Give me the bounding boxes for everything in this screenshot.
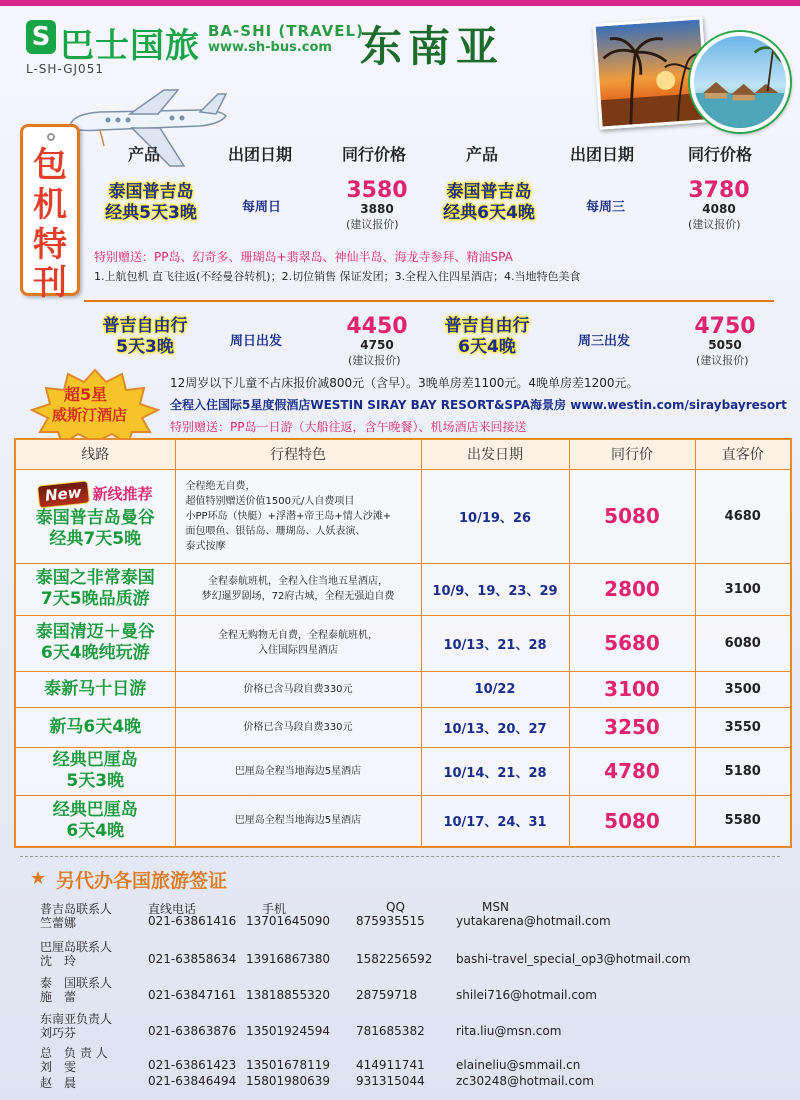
peer-price-cell: 2800 [569, 563, 695, 615]
brand-website-link[interactable]: www.sh-bus.com [208, 40, 332, 55]
features-cell [175, 747, 421, 795]
col-header-phone: 直线电话 [148, 902, 197, 916]
contact-name: 刘巧芬 [40, 1026, 77, 1040]
visa-divider [20, 856, 780, 857]
contact-qq: 28759718 [356, 988, 418, 1002]
feature-line: 巴厘岛全程当地海边5星酒店 [234, 815, 362, 827]
top-accent-bar [0, 0, 800, 6]
route-cell [15, 563, 175, 615]
contact-mobile: 13501924594 [246, 1024, 330, 1038]
table-row [15, 615, 791, 671]
contact-mobile: 13501678119 [246, 1058, 330, 1072]
free-product-1 [90, 316, 200, 358]
header-date-2: 出团日期 [570, 145, 635, 164]
brand-logo-icon: S [26, 20, 56, 54]
col-header-peer-price: 同行价 [569, 439, 695, 469]
contact-qq: 875935515 [356, 914, 425, 928]
table-row [15, 707, 791, 747]
route-name-line1: 新马6天4晚 [49, 716, 142, 737]
direct-price-cell: 3500 [695, 671, 791, 707]
tag-char-2: 机 [33, 185, 67, 225]
contact-name: 施 蕾 [40, 990, 77, 1004]
feature-line: 泰式按摩 [185, 540, 226, 552]
contact-group-label: 巴厘岛联系人 [40, 940, 113, 954]
contact-email[interactable]: rita.liu@msn.com [456, 1024, 562, 1038]
charter-notes-text: 1.上航包机 直飞往返(不经曼谷转机)；2.切位销售 保证发团；3.全程入住四星酒店；4.当地特色美食 [94, 270, 581, 283]
free-price-1: 4450 [346, 314, 408, 339]
route-cell [15, 795, 175, 847]
section-divider [84, 300, 774, 302]
route-name-line2: 7天5晚品质游 [40, 589, 150, 609]
feature-line: 超值特别赠送价值1500元/人自费项目 [185, 495, 355, 507]
charter-suggested-price-1: 3880 [360, 202, 394, 216]
contact-phone: 021-63846494 [148, 1074, 237, 1088]
contact-phone: 021-63858634 [148, 952, 237, 966]
contact-email[interactable]: yutakarena@hotmail.com [456, 914, 611, 928]
col-header-msn: MSN [482, 900, 509, 914]
burst-text-line2: 威斯汀酒店 [52, 406, 128, 424]
contact-email[interactable]: zc30248@hotmail.com [456, 1074, 594, 1088]
contact-mobile: 13818855320 [246, 988, 330, 1002]
route-name-line1: 经典巴厘岛 [52, 799, 138, 820]
dates-cell: 10/19、26 [421, 469, 569, 563]
overwater-villa-photo [690, 32, 790, 132]
route-name-line1: 泰新马十日游 [44, 678, 147, 699]
features-cell [175, 795, 421, 847]
col-header-qq: QQ [386, 900, 405, 914]
contact-email[interactable]: elaineliu@smmail.cn [456, 1058, 581, 1072]
features-cell [175, 469, 421, 563]
tag-char-3: 特 [33, 225, 67, 265]
route-cell [15, 671, 175, 707]
suggested-note-2: (建议报价) [688, 218, 741, 231]
contact-mobile: 15801980639 [246, 1074, 330, 1088]
star-icon: ★ [30, 868, 47, 889]
free-gift-text: 特别赠送：PP岛一日游（大船往返，含午晚餐）、机场酒店来回接送 [170, 420, 527, 434]
charter-product-1 [96, 182, 206, 224]
contact-email[interactable]: bashi-travel_special_op3@hotmail.com [456, 952, 691, 966]
free-price-2: 4750 [694, 314, 756, 339]
peer-price-cell: 3250 [569, 707, 695, 747]
direct-price-cell: 3100 [695, 563, 791, 615]
contact-group-label: 东南亚负责人 [40, 1012, 113, 1026]
peer-price-cell: 4780 [569, 747, 695, 795]
charter-product-2 [434, 182, 544, 224]
feature-line: 价格已含马段自费330元 [243, 721, 353, 733]
header-price-1: 同行价格 [342, 145, 407, 164]
product-code: L-SH-GJ051 [26, 62, 104, 76]
region-title: 东南亚 [360, 22, 505, 71]
dates-cell: 10/13、21、28 [421, 615, 569, 671]
free-schedule-1: 周日出发 [230, 334, 283, 349]
contact-mobile: 13916867380 [246, 952, 330, 966]
product-name-line1: 普吉自由行 [444, 316, 530, 336]
peer-price-cell: 5080 [569, 795, 695, 847]
table-header-row [15, 439, 791, 469]
product-name-line2: 6天4晚 [458, 337, 516, 357]
contact-qq: 1582256592 [356, 952, 433, 966]
contact-phone: 021-63847161 [148, 988, 237, 1002]
feature-line: 全程绝无自费， [185, 480, 256, 492]
brand-name-cn: 巴士国旅 [60, 26, 200, 66]
contact-qq: 781685382 [356, 1024, 425, 1038]
table-row [15, 747, 791, 795]
product-name-line2: 经典5天3晚 [105, 203, 197, 223]
route-name-line2: 5天3晚 [66, 771, 125, 791]
free-suggested-price-1: 4750 [360, 338, 394, 352]
direct-price-cell: 6080 [695, 615, 791, 671]
direct-price-cell: 5180 [695, 747, 791, 795]
route-name-line2: 经典7天5晚 [49, 528, 142, 549]
suggested-note-1: (建议报价) [346, 218, 399, 231]
contact-name: 刘 雯 [40, 1060, 77, 1074]
features-cell [175, 671, 421, 707]
product-name-line1: 泰国普吉岛 [446, 182, 532, 202]
feature-line: 巴厘岛全程当地海边5星酒店 [234, 765, 362, 777]
contact-qq: 414911741 [356, 1058, 425, 1072]
feature-line: 价格已含马段自费330元 [243, 683, 353, 695]
header-product-2: 产品 [466, 145, 499, 164]
dates-cell: 10/13、20、27 [421, 707, 569, 747]
contact-group-label: 泰 国联系人 [40, 976, 113, 990]
contact-name: 沈 玲 [40, 954, 77, 968]
table-row [15, 671, 791, 707]
direct-price-cell: 3550 [695, 707, 791, 747]
features-cell [175, 615, 421, 671]
child-price-note: 12周岁以下儿童不占床报价减800元（含早）。3晚单房差1100元。4晚单房差1200元。 [170, 376, 639, 390]
new-route-label: 新线推荐 [92, 484, 153, 503]
col-header-mobile: 手机 [262, 902, 287, 916]
col-header-dates: 出发日期 [421, 439, 569, 469]
peer-price-cell: 5080 [569, 469, 695, 563]
product-name-line2: 经典6天4晚 [443, 203, 535, 223]
col-header-direct-price: 直客价 [695, 439, 791, 469]
route-name-line1: 经典巴厘岛 [52, 750, 138, 770]
charter-suggested-price-2: 4080 [702, 202, 736, 216]
product-name-line1: 泰国普吉岛 [108, 182, 194, 202]
feature-line: 小PP环岛（快艇）+浮潜+帝王岛+情人沙滩+ [185, 510, 392, 522]
contact-group-label: 普吉岛联系人 [40, 902, 113, 916]
suggested-note-4: (建议报价) [696, 354, 749, 367]
direct-price-cell: 5580 [695, 795, 791, 847]
charter-gift-text: 特别赠送：PP岛、幻奇多、珊瑚岛+翡翠岛、神仙半岛、海龙寺参拜、精油SPA [94, 250, 513, 264]
peer-price-cell: 3100 [569, 671, 695, 707]
tag-char-4: 刊 [33, 263, 67, 303]
contact-name: 赵 晨 [40, 1076, 77, 1090]
route-name-line1: 泰国之非常泰国 [35, 568, 155, 588]
direct-price-cell: 4680 [695, 469, 791, 563]
feature-line: 全程泰航班机，全程入住当地五星酒店， [208, 576, 388, 587]
feature-line: 梦幻暹罗剧场，72府古城，全程无强迫自费 [201, 591, 395, 602]
charter-schedule-2: 每周三 [586, 200, 626, 215]
header-product-1: 产品 [128, 145, 161, 164]
charter-special-tag [20, 124, 80, 303]
feature-line: 入住国际四星酒店 [258, 645, 338, 656]
table-row [15, 563, 791, 615]
route-table [14, 438, 792, 848]
charter-schedule-1: 每周日 [242, 200, 282, 215]
charter-price-1: 3580 [346, 178, 408, 203]
hotel-note: 全程入住国际5星度假酒店WESTIN SIRAY BAY RESORT&SPA海景房 www.westin.com/siraybayresort [170, 398, 787, 412]
peer-price-cell: 5680 [569, 615, 695, 671]
contact-mobile: 13701645090 [246, 914, 330, 928]
contact-group-label: 总 负 责 人 [40, 1046, 108, 1060]
suggested-note-3: (建议报价) [348, 354, 401, 367]
contact-name: 竺蕾娜 [40, 916, 77, 930]
feature-line: 面包喂鱼、银钻岛、珊瑚岛、人妖表演、 [185, 525, 366, 537]
route-name-line1: 泰国清迈＋曼谷 [35, 622, 155, 642]
tag-char-1: 包 [33, 145, 67, 185]
dates-cell: 10/14、21、28 [421, 747, 569, 795]
route-name-line2: 6天4晚纯玩游 [40, 643, 150, 663]
contact-phone: 021-63861423 [148, 1058, 237, 1072]
free-schedule-2: 周三出发 [578, 334, 631, 349]
contact-email[interactable]: shilei716@hotmail.com [456, 988, 597, 1002]
route-name-line1: 泰国普吉岛曼谷 [35, 507, 155, 528]
col-header-features: 行程特色 [175, 439, 421, 469]
header-price-2: 同行价格 [688, 145, 753, 164]
free-product-2 [432, 316, 542, 358]
contact-phone: 021-63861416 [148, 914, 237, 928]
header-date-1: 出团日期 [228, 145, 293, 164]
charter-price-2: 3780 [688, 178, 750, 203]
features-cell [175, 563, 421, 615]
dates-cell: 10/22 [421, 671, 569, 707]
beach-villa-icon [694, 36, 786, 128]
route-cell [15, 747, 175, 795]
features-cell [175, 707, 421, 747]
contact-phone: 021-63863876 [148, 1024, 237, 1038]
feature-line: 全程无购物无自费，全程泰航班机， [218, 630, 378, 641]
col-header-route: 线路 [15, 439, 175, 469]
brand-name-en: BA-SHI (TRAVEL) [208, 22, 364, 40]
route-cell [15, 615, 175, 671]
product-name-line2: 5天3晚 [116, 337, 174, 357]
contact-qq: 931315044 [356, 1074, 425, 1088]
route-cell [15, 469, 175, 563]
table-row [15, 469, 791, 563]
route-name-line2: 6天4晚 [66, 820, 125, 841]
burst-text-line1: 超5星 [64, 385, 108, 404]
new-badge: New [37, 480, 90, 508]
visa-title: 另代办各国旅游签证 [56, 870, 228, 892]
dates-cell: 10/9、19、23、29 [421, 563, 569, 615]
free-suggested-price-2: 5050 [708, 338, 742, 352]
product-name-line1: 普吉自由行 [102, 316, 188, 336]
dates-cell: 10/17、24、31 [421, 795, 569, 847]
route-cell [15, 707, 175, 747]
table-row [15, 795, 791, 847]
